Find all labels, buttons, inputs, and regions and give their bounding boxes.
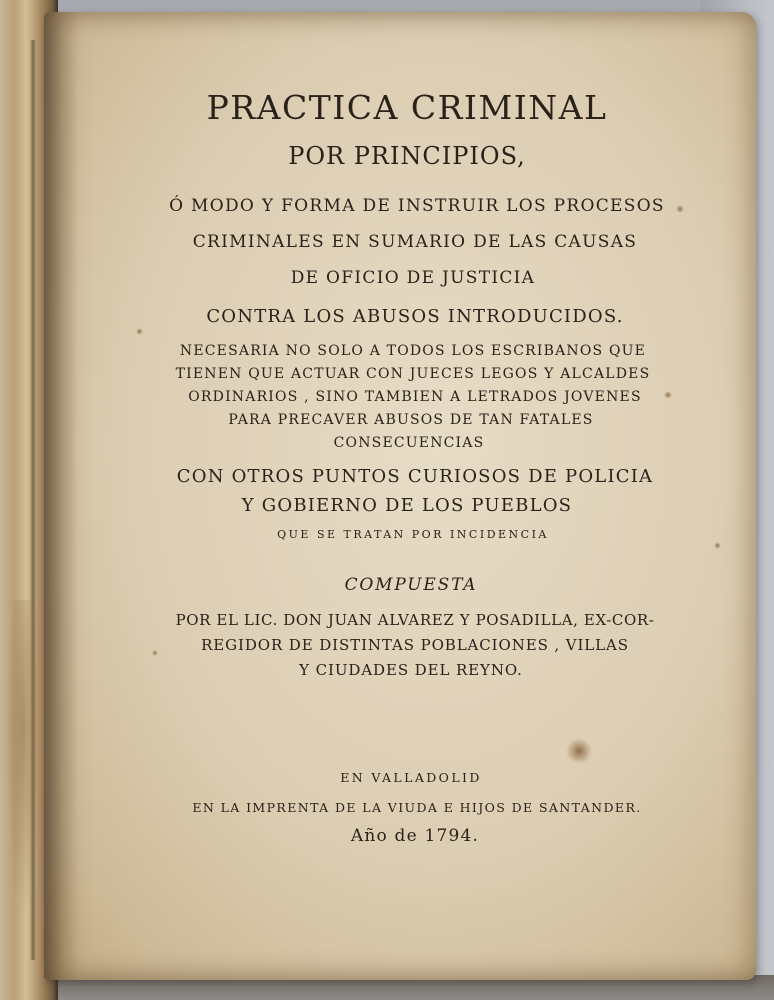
necessity-line: TIENEN QUE ACTUAR CON JUECES LEGOS Y ALCALDES xyxy=(175,366,651,382)
composed-label: COMPUESTA xyxy=(344,575,478,595)
foxing-spot xyxy=(566,738,592,764)
necessity-line: CONSECUENCIAS xyxy=(333,435,485,451)
book-title: PRACTICA CRIMINAL xyxy=(206,88,608,127)
other-points-line: CON OTROS PUNTOS CURIOSOS DE POLICIA xyxy=(176,466,654,487)
description-line: Ó MODO Y FORMA DE INSTRUIR LOS PROCESOS xyxy=(169,196,665,216)
description-line: DE OFICIO DE JUSTICIA xyxy=(290,268,536,288)
other-points-line: Y GOBIERNO DE LOS PUEBLOS xyxy=(241,495,573,516)
incidence-line: QUE SE TRATAN POR INCIDENCIA xyxy=(277,528,549,541)
imprint-printer: EN LA IMPRENTA DE LA VIUDA E HIJOS DE SANTANDER. xyxy=(192,800,642,815)
foxing-spot xyxy=(136,328,143,335)
necessity-line: NECESARIA NO SOLO A TODOS LOS ESCRIBANOS QUE xyxy=(179,343,647,359)
author-line: REGIDOR DE DISTINTAS POBLACIONES , VILLAS xyxy=(201,636,629,654)
imprint-year: Año de 1794. xyxy=(350,826,480,846)
necessity-line: PARA PRECAVER ABUSOS DE TAN FATALES xyxy=(228,412,594,428)
imprint-city: EN VALLADOLID xyxy=(340,770,482,785)
description-line: CRIMINALES EN SUMARIO DE LAS CAUSAS xyxy=(192,232,638,252)
author-line: Y CIUDADES DEL REYNO. xyxy=(299,661,523,679)
foxing-spot xyxy=(714,542,721,549)
against-line: CONTRA LOS ABUSOS INTRODUCIDOS. xyxy=(206,306,624,327)
necessity-line: ORDINARIOS , SINO TAMBIEN A LETRADOS JOVENES xyxy=(188,389,642,405)
author-line: POR EL LIC. DON JUAN ALVAREZ Y POSADILLA, EX-COR- xyxy=(175,611,655,629)
book-subtitle: POR PRINCIPIOS, xyxy=(288,142,526,170)
